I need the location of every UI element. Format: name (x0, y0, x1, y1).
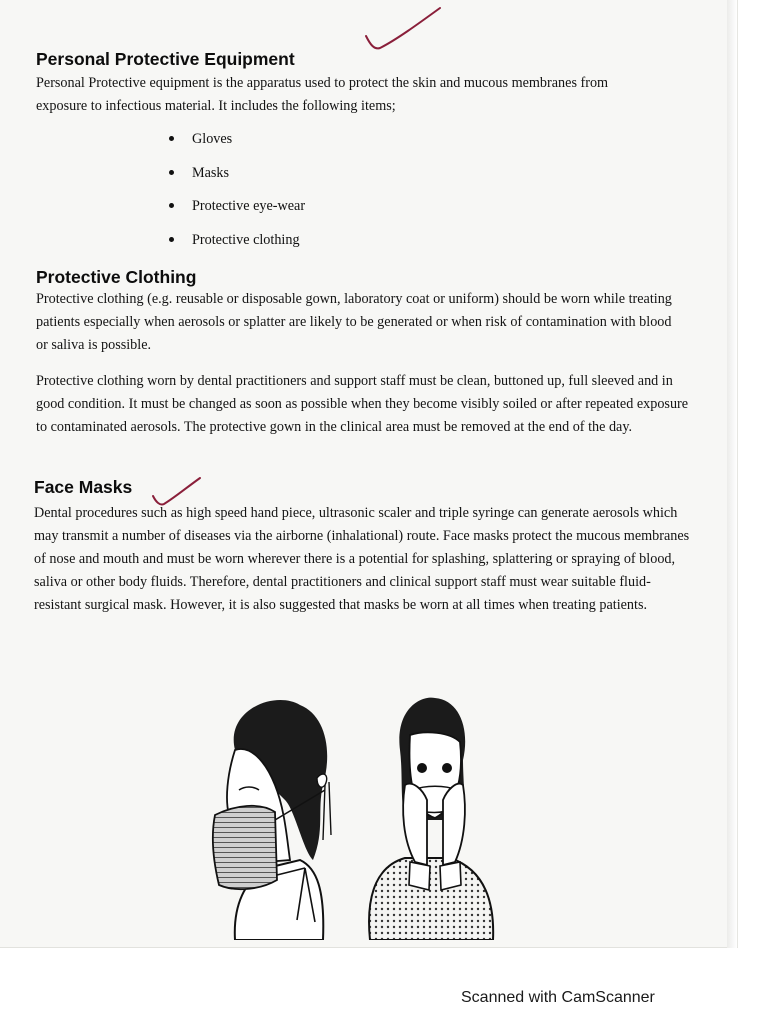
scanner-watermark: Scanned with CamScanner (461, 989, 655, 1006)
protective-clothing-paragraph-1: Protective clothing (e.g. reusable or disposable gown, laboratory coat or uniform) should be worn while treating patients especially when aerosols or splatter are likely to be generated or when risk of contamination with blood or saliva is possible. (36, 291, 672, 353)
list-item-label: Protective clothing (192, 231, 300, 248)
protective-clothing-paragraph-2: Protective clothing worn by dental practitioners and support staff must be clean, buttoned up, full sleeved and in good condition. It must be changed as soon as possible when they become visibly soiled or after repeated exposure to contaminated aerosols. The protective gown in the clinical area must be removed at the end of the day. (36, 373, 689, 435)
face-mask-illustration (205, 690, 505, 940)
list-item (166, 195, 566, 229)
page-edge-shadow (727, 0, 737, 948)
section-title-protective-clothing: Protective Clothing (36, 267, 197, 287)
list-item (166, 128, 566, 162)
list-item-label: Protective eye-wear (192, 198, 306, 214)
check-mark-icon (360, 4, 444, 54)
bullet-icon (169, 203, 174, 208)
list-item (166, 229, 566, 263)
person-with-mask-figure (213, 700, 331, 940)
bullet-icon (169, 237, 174, 242)
bullet-icon (169, 136, 174, 141)
check-mark-icon (150, 476, 204, 510)
ppe-item-list (36, 128, 566, 262)
list-item (166, 162, 566, 196)
section-title-face-masks: Face Masks (34, 477, 133, 497)
ppe-paragraph: Personal Protective equipment is the apparatus used to protect the skin and mucous membranes from exposure to infectious material. It includes the following items; (36, 75, 609, 114)
bullet-icon (169, 170, 174, 175)
person-adjusting-mask-figure (369, 698, 493, 940)
section-title-ppe: Personal Protective Equipment (36, 49, 295, 69)
list-item-label: Masks (192, 164, 230, 181)
face-masks-paragraph: Dental procedures such as high speed hand piece, ultrasonic scaler and triple syringe can generate aerosols which may transmit a number of diseases via the airborne (inhalational) route. Face masks protect the mucous membranes of nose and mouth and must be worn wherever there is a potential for splashing, splattering or spraying of blood, saliva or other body fluids. Therefore, dental practitioners and clinical support staff must wear suitable fluid-resistant surgical mask. However, it is also suggested that masks be worn at all times when treating patients. (34, 505, 690, 613)
list-item-label: Gloves (192, 131, 233, 147)
